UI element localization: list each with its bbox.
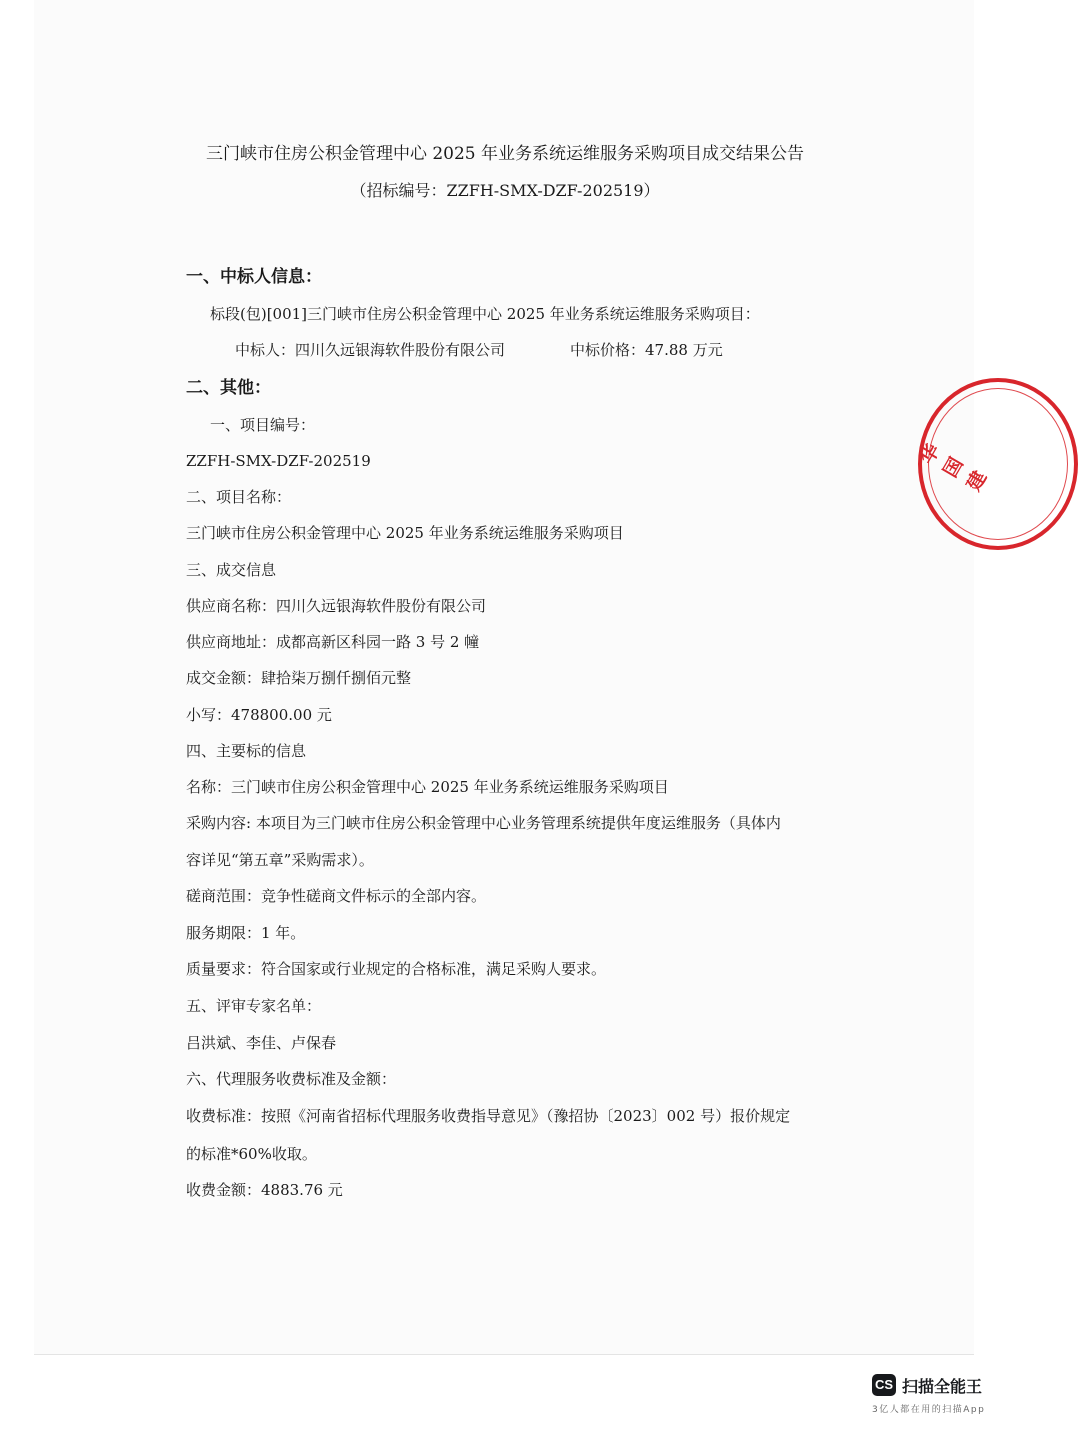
document-subtitle: （招标编号：ZZFH-SMX-DZF-202519） — [350, 181, 660, 200]
item-line: 六、代理服务收费标准及金额： — [186, 1070, 397, 1088]
item-line: 吕洪斌、李佳、卢保春 — [186, 1034, 337, 1052]
item-line: 服务期限：1 年。 — [186, 924, 306, 942]
item-line: 供应商地址：成都高新区科园一路 3 号 2 幢 — [186, 633, 480, 651]
item-line: 三门峡市住房公积金管理中心 2025 年业务系统运维服务采购项目 — [186, 524, 624, 542]
item-line: 三、成交信息 — [186, 561, 277, 579]
item-line: 五、评审专家名单： — [186, 997, 322, 1015]
official-seal — [900, 370, 992, 560]
item-line: 收费标准：按照《河南省招标代理服务收费指导意见》（豫招协〔2023〕002 号）报价规定 — [186, 1107, 791, 1125]
item-line: 采购内容: 本项目为三门峡市住房公积金管理中心业务管理系统提供年度运维服务（具体内 — [186, 814, 781, 832]
scanned-page — [34, 0, 974, 1355]
section2-heading: 二、其他： — [186, 378, 271, 398]
item-line: 质量要求：符合国家或行业规定的合格标准，满足采购人要求。 — [186, 960, 607, 978]
item-line: 名称：三门峡市住房公积金管理中心 2025 年业务系统运维服务采购项目 — [186, 778, 669, 796]
item-line: 小写：478800.00 元 — [186, 706, 332, 724]
watermark-tagline: 3亿人都在用的扫描App — [872, 1405, 986, 1415]
winner-price: 中标价格：47.88 万元 — [570, 341, 723, 359]
item-line: 磋商范围：竞争性磋商文件标示的全部内容。 — [186, 887, 487, 905]
camscanner-logo-icon: CS — [872, 1374, 896, 1396]
item-line: 四、主要标的信息 — [186, 742, 307, 760]
item-line: ZZFH-SMX-DZF-202519 — [186, 452, 371, 470]
item-line: 二、项目名称： — [186, 488, 292, 506]
item-line: 的标准*60%收取。 — [186, 1145, 317, 1163]
item-line: 成交金额：肆拾柒万捌仟捌佰元整 — [186, 669, 412, 687]
winner-name: 中标人：四川久远银海软件股份有限公司 — [235, 341, 506, 359]
seal-text: 华 国 建 — [915, 440, 992, 495]
item-line: 收费金额：4883.76 元 — [186, 1181, 343, 1199]
watermark-name: 扫描全能王 — [902, 1377, 983, 1396]
section1-heading: 一、中标人信息： — [186, 267, 322, 287]
item-line: 容详见“第五章”采购需求）。 — [186, 851, 374, 869]
document-title: 三门峡市住房公积金管理中心 2025 年业务系统运维服务采购项目成交结果公告 — [205, 144, 805, 164]
item-line: 一、项目编号： — [210, 416, 316, 434]
package-line: 标段(包)[001]三门峡市住房公积金管理中心 2025 年业务系统运维服务采购项目： — [210, 305, 760, 323]
item-line: 供应商名称：四川久远银海软件股份有限公司 — [186, 597, 487, 615]
